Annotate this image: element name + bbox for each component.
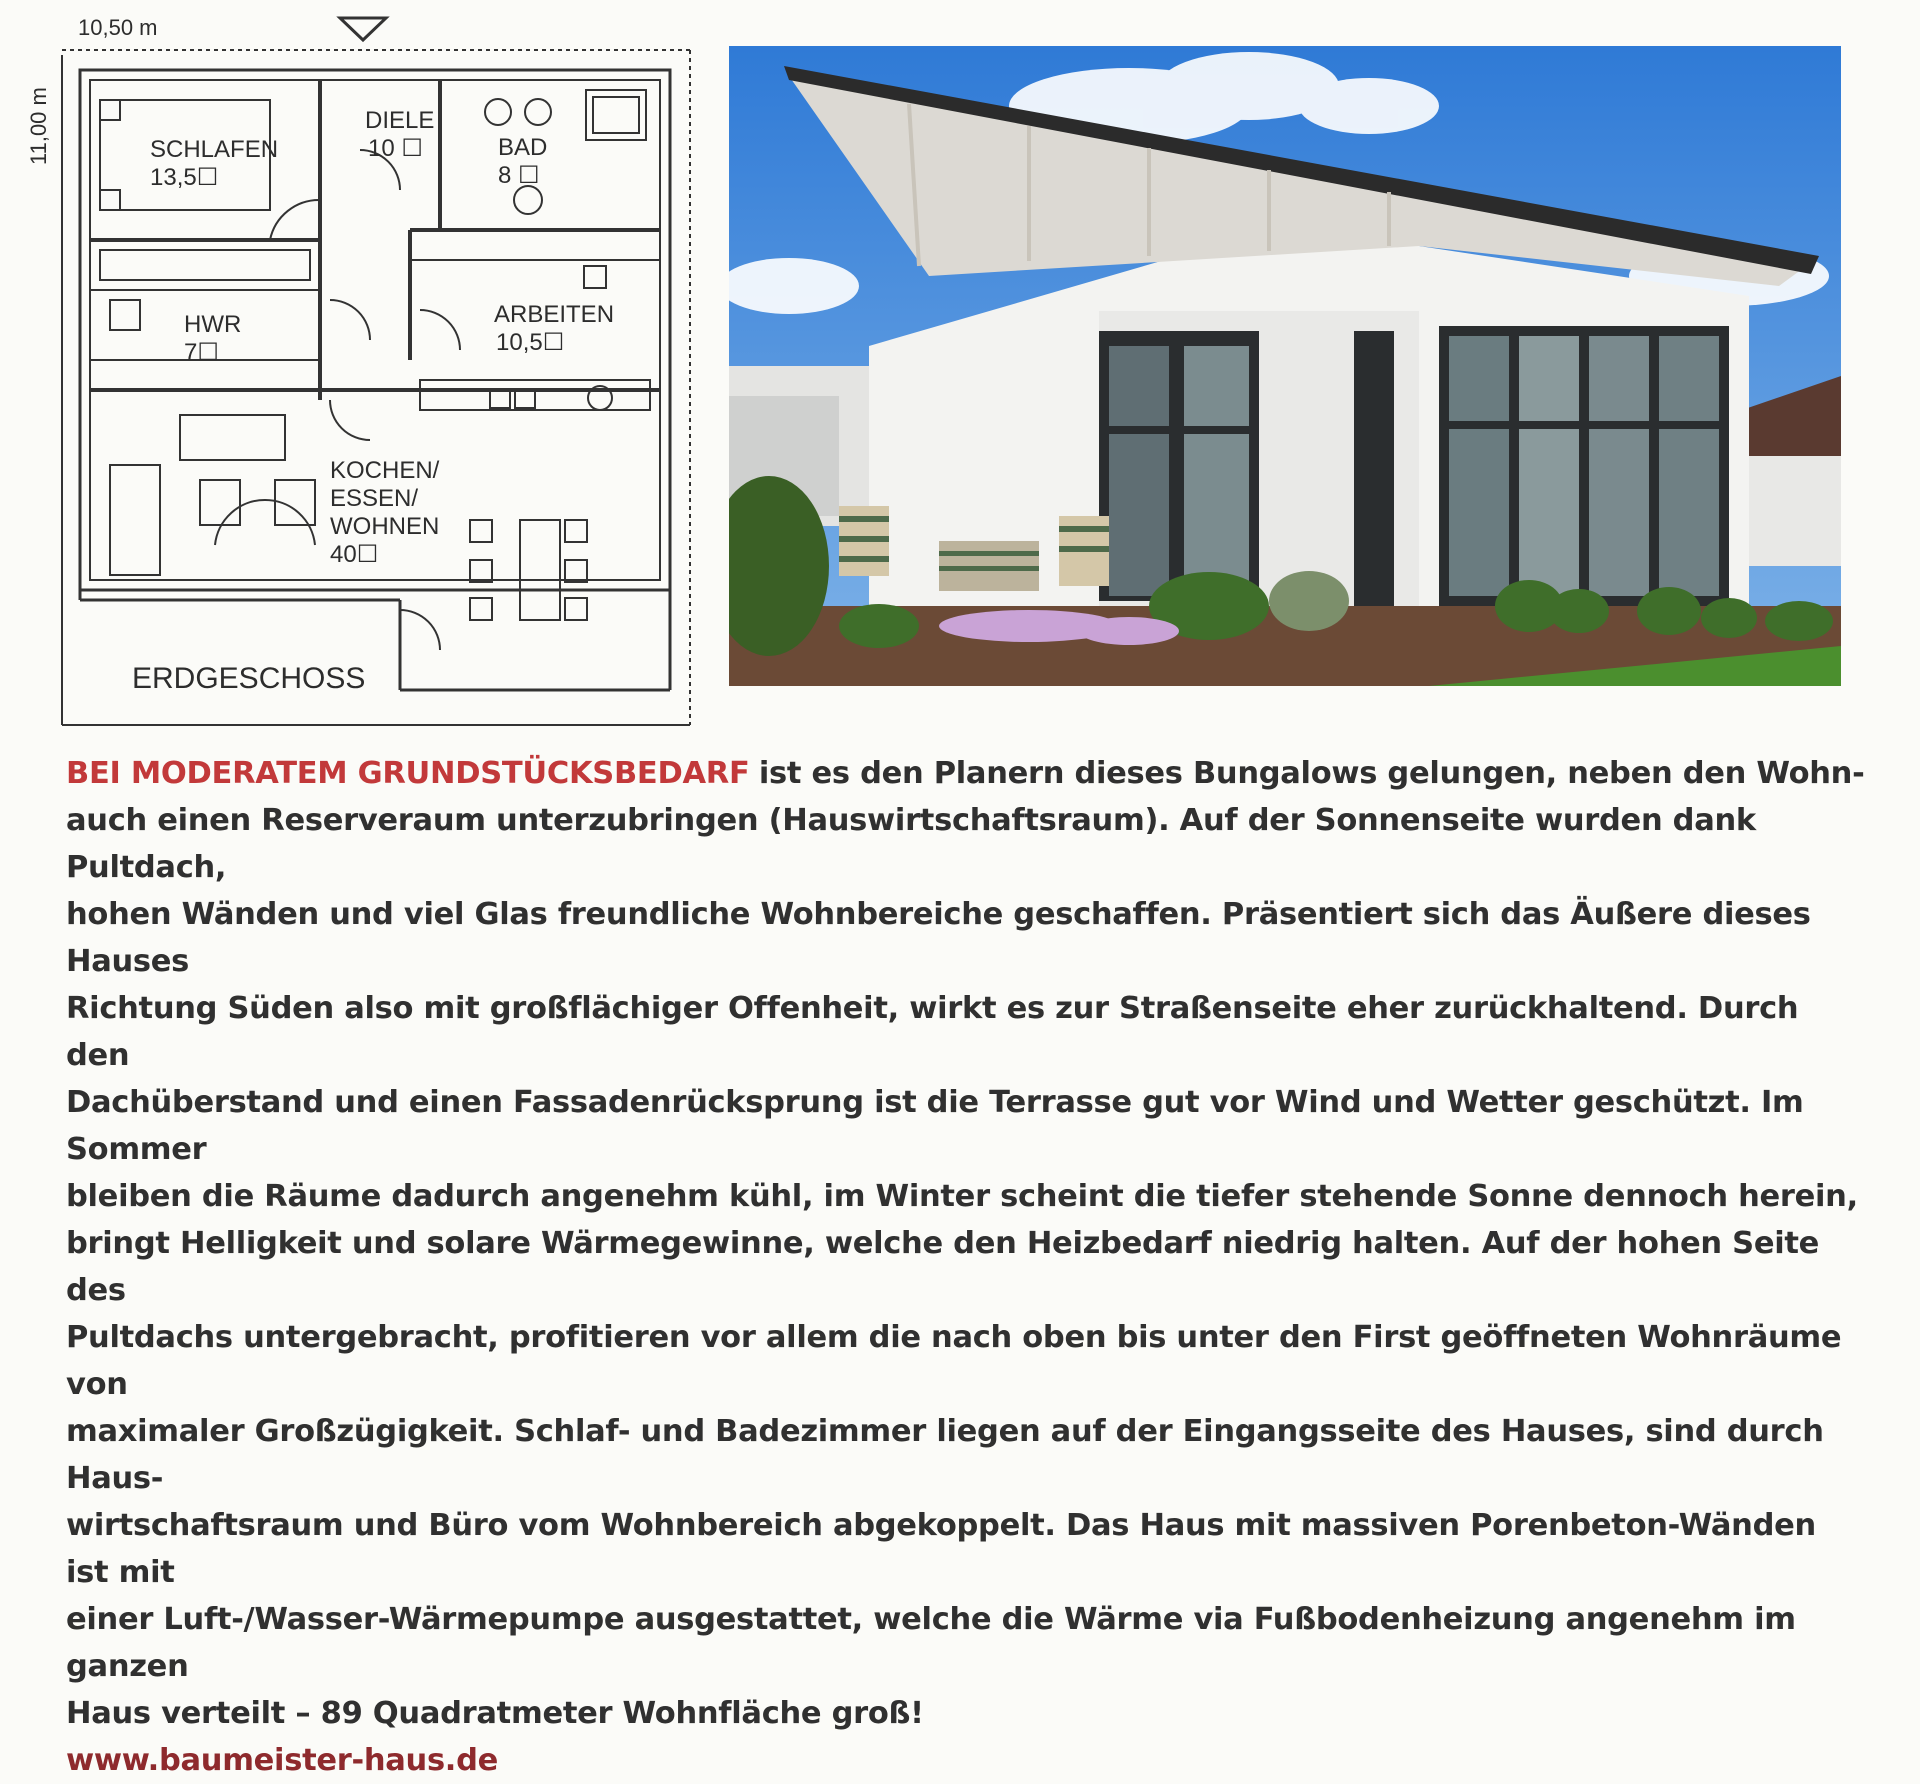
article-line-8: Pultdachs untergebracht, profitieren vor allem die nach oben bis unter den First geöffneten Wohnräume von	[66, 1320, 1842, 1402]
room-area-diele: 10 ☐	[368, 135, 423, 162]
area-unit-square-icon: ☐	[356, 541, 379, 568]
article-line-6: bleiben die Räume dadurch angenehm kühl, im Winter scheint die tiefer stehende Sonne dennoch herein,	[66, 1179, 1858, 1214]
room-label-kochen-line1: KOCHEN/	[330, 457, 440, 484]
width-dimension-label: 10,50 m	[78, 15, 158, 40]
article-line-7: bringt Helligkeit und solare Wärmegewinne, welche den Heizbedarf niedrig halten. Auf der hohen Seite des	[66, 1226, 1820, 1308]
area-unit-square-icon: ☐	[401, 135, 423, 162]
article-line-2: auch einen Reserveraum unterzubringen (Hauswirtschaftsraum). Auf der Sonnenseite wurden dank Pultdach,	[66, 803, 1756, 885]
article-line-5: Dachüberstand und einen Fassadenrücksprung ist die Terrasse gut vor Wind und Wetter geschützt. Im Sommer	[66, 1085, 1804, 1167]
room-label-diele: DIELE	[365, 107, 435, 134]
height-dimension-label: 11,00 m	[26, 87, 51, 165]
website-link[interactable]: www.baumeister-haus.de	[66, 1743, 499, 1778]
article-body	[66, 750, 1866, 1784]
room-label-bad: BAD	[498, 134, 548, 161]
room-area-bad: 8 ☐	[498, 162, 540, 189]
floor-plan	[0, 0, 710, 740]
area-unit-square-icon: ☐	[542, 329, 565, 356]
room-area-schlafen: 13,5☐	[150, 164, 219, 191]
room-label-hwr: HWR	[184, 311, 242, 338]
article-line-1: BEI MODERATEM GRUNDSTÜCKSBEDARF ist es den Planern dieses Bungalows gelungen, neben den Wohn-	[66, 756, 1865, 791]
house-photo	[729, 46, 1841, 686]
article-line-9: maximaler Großzügigkeit. Schlaf- und Badezimmer liegen auf der Eingangsseite des Hauses, sind durch Haus-	[66, 1414, 1824, 1496]
room-label-kochen-line3: WOHNEN	[330, 513, 440, 540]
room-label-kochen-line2: ESSEN/	[330, 485, 419, 512]
room-label-schlafen: SCHLAFEN	[150, 136, 279, 163]
room-area-kochen: 40☐	[330, 541, 379, 568]
window-corner	[1354, 331, 1394, 606]
article-line-12: Haus verteilt – 89 Quadratmeter Wohnfläche groß!	[66, 1696, 924, 1731]
room-label-arbeiten: ARBEITEN	[494, 301, 615, 328]
article-line-4: Richtung Süden also mit großflächiger Offenheit, wirkt es zur Straßenseite eher zurückhaltend. Durch den	[66, 991, 1799, 1073]
article-line-10: wirtschaftsraum und Büro vom Wohnbereich abgekoppelt. Das Haus mit massiven Porenbeton-Wänden ist mit	[66, 1508, 1816, 1590]
area-unit-square-icon: ☐	[197, 339, 219, 366]
room-area-arbeiten: 10,5☐	[496, 329, 565, 356]
article-line-11: einer Luft-/Wasser-Wärmepumpe ausgestattet, welche die Wärme via Fußbodenheizung angenehm im ganzen	[66, 1602, 1796, 1684]
area-unit-square-icon: ☐	[518, 162, 540, 189]
floor-label: ERDGESCHOSS	[132, 662, 366, 695]
area-unit-square-icon: ☐	[196, 164, 219, 191]
article-line-3: hohen Wänden und viel Glas freundliche Wohnbereiche geschaffen. Präsentiert sich das Äußere dieses Hauses	[66, 897, 1811, 979]
room-area-hwr: 7☐	[184, 339, 219, 366]
article-lead: BEI MODERATEM GRUNDSTÜCKSBEDARF	[66, 756, 750, 791]
